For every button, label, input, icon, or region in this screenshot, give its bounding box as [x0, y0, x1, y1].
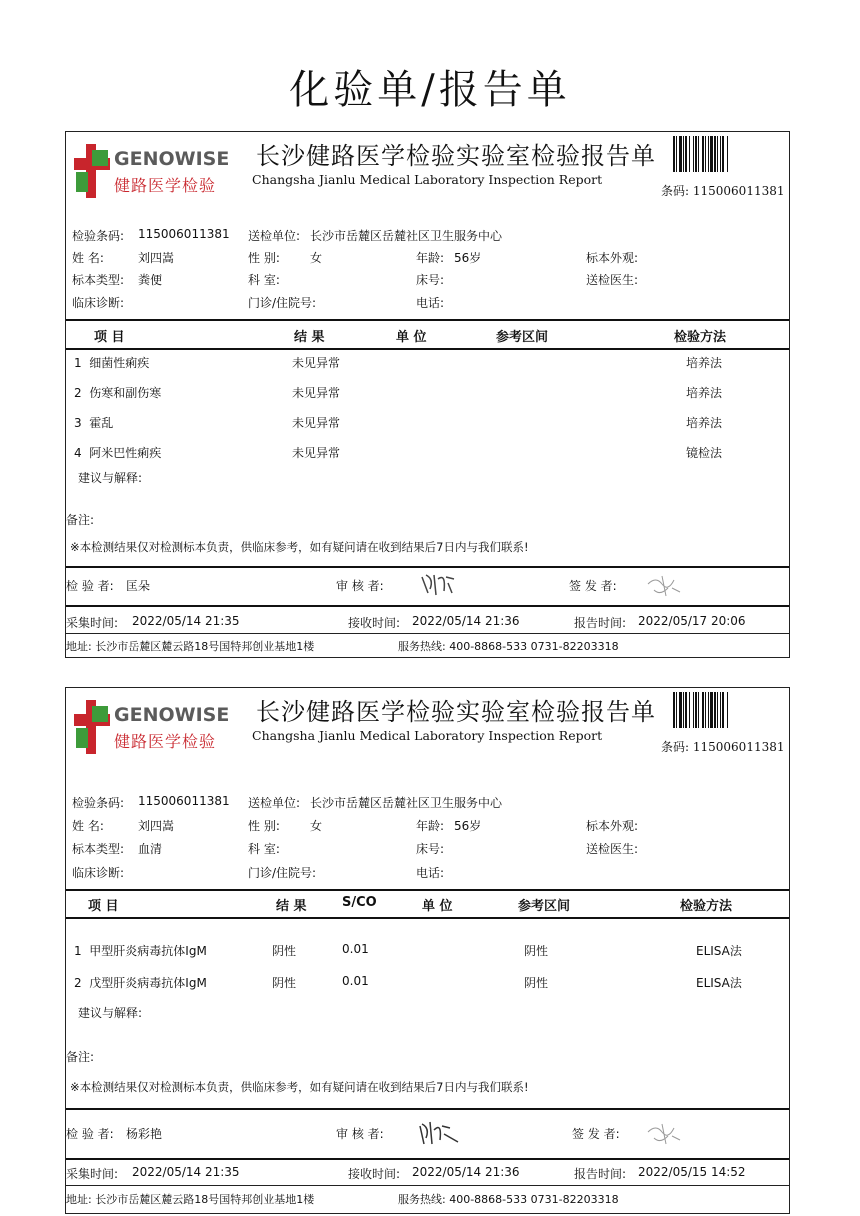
check-code-value: 115006011381: [138, 227, 230, 241]
service-hotline: 服务热线: 400-8868-533 0731-82203318: [398, 640, 619, 653]
report-time-label: 报告时间:: [574, 616, 627, 630]
appearance-label: 标本外观:: [586, 251, 639, 265]
remark-label: 备注:: [66, 1050, 95, 1064]
check-code-label: 检验条码:: [72, 229, 125, 243]
issuer-signature-icon: [644, 570, 684, 600]
issuer-label: 签 发 者:: [569, 579, 617, 593]
lab-address: 地址: 长沙市岳麓区麓云路18号国特邦创业基地1楼: [66, 640, 315, 653]
report-time-value: 2022/05/17 20:06: [638, 614, 746, 628]
reviewer-signature-icon: [418, 569, 458, 599]
address-top-line: [66, 1185, 789, 1186]
reviewer-label: 审 核 者:: [336, 1127, 384, 1141]
advice-label: 建议与解释:: [78, 471, 143, 485]
time-top-line: [66, 1158, 789, 1160]
logo-text-cn: 健路医学检验: [114, 732, 217, 751]
gender-value: 女: [310, 251, 323, 265]
inspector-value: 匡朵: [126, 579, 151, 593]
table-header-line: [66, 917, 789, 919]
remark-label: 备注:: [66, 513, 95, 527]
phone-label: 电话:: [416, 296, 445, 310]
col-ref: 参考区间: [518, 899, 571, 914]
report-title-cn: 长沙健路医学检验实验室检验报告单: [256, 142, 656, 170]
appearance-label: 标本外观:: [586, 819, 639, 833]
specimen-type-value: 血清: [138, 842, 163, 856]
logo-text-en: GENOWISE: [114, 704, 230, 726]
sign-top-line: [66, 1108, 789, 1110]
advice-label: 建议与解释:: [78, 1006, 143, 1020]
disclaimer: ※本检测结果仅对检测标本负责，供临床参考，如有疑问请在收到结果后7日内与我们联系!: [70, 1080, 529, 1094]
department-label: 科 室:: [248, 842, 280, 856]
reviewer-signature-icon: [416, 1116, 462, 1148]
col-ref: 参考区间: [496, 330, 549, 345]
doctor-label: 送检医生:: [586, 842, 639, 856]
barcode-number: 条码: 115006011381: [661, 740, 785, 754]
gender-value: 女: [310, 819, 323, 833]
name-label: 姓 名:: [72, 819, 104, 833]
barcode-number: 条码: 115006011381: [661, 184, 785, 198]
specimen-type-label: 标本类型:: [72, 273, 125, 287]
lab-report-2: GENOWISE 健路医学检验 长沙健路医学检验实验室检验报告单 Changsha Jianlu Medical Laboratory Inspection Report 条码: 115006011381 检验条码: 115006011381 姓 名: 刘四嵩 标本类型: 血清 临床诊断: 送检单位: 长沙市岳麓区岳麓社区卫生服务中心 性 别: 女 科 室: 门诊/住院号: 年龄: 56岁 床号: 电话: 标本外观: 送检医生: 项 目 结 果 S/CO 单 位 参考区间 检验方法 1 甲型肝炎病毒抗体IgM 阴性 0.01 阴性 ELISA法 2 戊型肝炎病毒抗体IgM 阴性 0.01 阴性 ELISA法 建议与解释: 备注: ※本检测结果仅对检测标本负责，供临床参考，如有疑问请在收到结果后7日内与我们联系! 检 验 者: 杨彩艳 审 核 者: 签 发 者: 采集时间: 2022/05/14 21:35 接收时间: 2022/05/14 21:36 报告时间: 2022/05/15 14:52 地址: 长沙市岳麓区麓云路18号国特邦创业基地1楼 服务热线: 400-8868-533 0731-82203318: [65, 687, 790, 1214]
receive-time-value: 2022/05/14 21:36: [412, 1165, 520, 1179]
gender-label: 性 别:: [248, 819, 280, 833]
issuer-label: 签 发 者:: [572, 1127, 620, 1141]
disclaimer: ※本检测结果仅对检测标本负责，供临床参考，如有疑问请在收到结果后7日内与我们联系!: [70, 540, 529, 554]
issuer-signature-icon: [644, 1118, 684, 1148]
report-title-en: Changsha Jianlu Medical Laboratory Inspection Report: [252, 728, 603, 743]
age-label: 年龄:: [416, 251, 445, 265]
diagnosis-label: 临床诊断:: [72, 296, 125, 310]
name-value: 刘四嵩: [138, 251, 175, 265]
receive-time-label: 接收时间:: [348, 1167, 401, 1181]
col-method: 检验方法: [680, 899, 733, 914]
clinic-no-label: 门诊/住院号:: [248, 866, 317, 880]
barcode-icon: [673, 692, 765, 728]
col-item: 项 目: [88, 899, 119, 914]
barcode-icon: [673, 136, 765, 172]
age-value: 56岁: [454, 819, 482, 833]
collect-time-label: 采集时间:: [66, 616, 119, 630]
unit-value: 长沙市岳麓区岳麓社区卫生服务中心: [310, 229, 503, 243]
inspector-label: 检 验 者:: [66, 1127, 114, 1141]
report-title-en: Changsha Jianlu Medical Laboratory Inspection Report: [252, 172, 603, 187]
service-hotline: 服务热线: 400-8868-533 0731-82203318: [398, 1193, 619, 1206]
doctor-label: 送检医生:: [586, 273, 639, 287]
bed-label: 床号:: [416, 273, 445, 287]
check-code-label: 检验条码:: [72, 796, 125, 810]
report-time-value: 2022/05/15 14:52: [638, 1165, 746, 1179]
page-title: 化验单/报告单: [289, 67, 571, 113]
check-code-value: 115006011381: [138, 794, 230, 808]
unit-value: 长沙市岳麓区岳麓社区卫生服务中心: [310, 796, 503, 810]
unit-label: 送检单位:: [248, 796, 301, 810]
table-top-line: [66, 889, 789, 891]
collect-time-label: 采集时间:: [66, 1167, 119, 1181]
age-value: 56岁: [454, 251, 482, 265]
clinic-no-label: 门诊/住院号:: [248, 296, 317, 310]
collect-time-value: 2022/05/14 21:35: [132, 1165, 240, 1179]
phone-label: 电话:: [416, 866, 445, 880]
address-top-line: [66, 633, 789, 634]
specimen-type-label: 标本类型:: [72, 842, 125, 856]
receive-time-label: 接收时间:: [348, 616, 401, 630]
diagnosis-label: 临床诊断:: [72, 866, 125, 880]
gender-label: 性 别:: [248, 251, 280, 265]
cross-logo-icon: [72, 698, 112, 756]
name-value: 刘四嵩: [138, 819, 175, 833]
col-unit: 单 位: [422, 899, 453, 914]
inspector-value: 杨彩艳: [126, 1127, 163, 1141]
reviewer-label: 审 核 者:: [336, 579, 384, 593]
col-result: 结 果: [276, 899, 307, 914]
unit-label: 送检单位:: [248, 229, 301, 243]
lab-address: 地址: 长沙市岳麓区麓云路18号国特邦创业基地1楼: [66, 1193, 315, 1206]
lab-logo: [72, 698, 232, 758]
col-sco: S/CO: [342, 895, 377, 910]
lab-report-1: GENOWISE 健路医学检验 长沙健路医学检验实验室检验报告单 Changsha Jianlu Medical Laboratory Inspection Report 条码: 115006011381 检验条码: 115006011381 姓 名: 刘四嵩 标本类型: 粪便 临床诊断: 送检单位: 长沙市岳麓区岳麓社区卫生服务中心 性 别: 女 科 室: 门诊/住院号: 年龄: 56岁 床号: 电话: 标本外观: 送检医生: 项 目 结 果 单 位 参考区间 检验方法 1 细菌性痢疾 未见异常 培养法 2 伤寒和副伤寒 未见异常 培养法 3 霍乱 未见异常 培养法 4 阿米巴性痢疾 未见异常 镜检法 建议与解释: 备注: ※本检测结果仅对检测标本负责，供临床参考，如有疑问请在收到结果后7日内与我们联系! 检 验 者: 匡朵 审 核 者: 签 发 者: 采集时间: 2022/05/14 21:35 接收时间: 2022/05/14 21:36 报告时间: 2022/05/17 20:06 地址: 长沙市岳麓区麓云路18号国特邦创业基地1楼 服务热线: 400-8868-533 0731-82203318: [65, 131, 790, 658]
report-title-cn: 长沙健路医学检验实验室检验报告单: [256, 698, 656, 726]
col-method: 检验方法: [674, 330, 727, 345]
time-top-line: [66, 605, 789, 607]
logo-text-en: GENOWISE: [114, 148, 230, 170]
lab-logo: [72, 142, 232, 202]
sign-top-line: [66, 566, 789, 568]
table-top-line: [66, 319, 789, 321]
col-result: 结 果: [294, 330, 325, 345]
col-item: 项 目: [94, 330, 125, 345]
bed-label: 床号:: [416, 842, 445, 856]
table-header-line: [66, 348, 789, 350]
col-unit: 单 位: [396, 330, 427, 345]
department-label: 科 室:: [248, 273, 280, 287]
logo-text-cn: 健路医学检验: [114, 176, 217, 195]
specimen-type-value: 粪便: [138, 273, 163, 287]
report-time-label: 报告时间:: [574, 1167, 627, 1181]
name-label: 姓 名:: [72, 251, 104, 265]
collect-time-value: 2022/05/14 21:35: [132, 614, 240, 628]
cross-logo-icon: [72, 142, 112, 200]
age-label: 年龄:: [416, 819, 445, 833]
receive-time-value: 2022/05/14 21:36: [412, 614, 520, 628]
inspector-label: 检 验 者:: [66, 579, 114, 593]
